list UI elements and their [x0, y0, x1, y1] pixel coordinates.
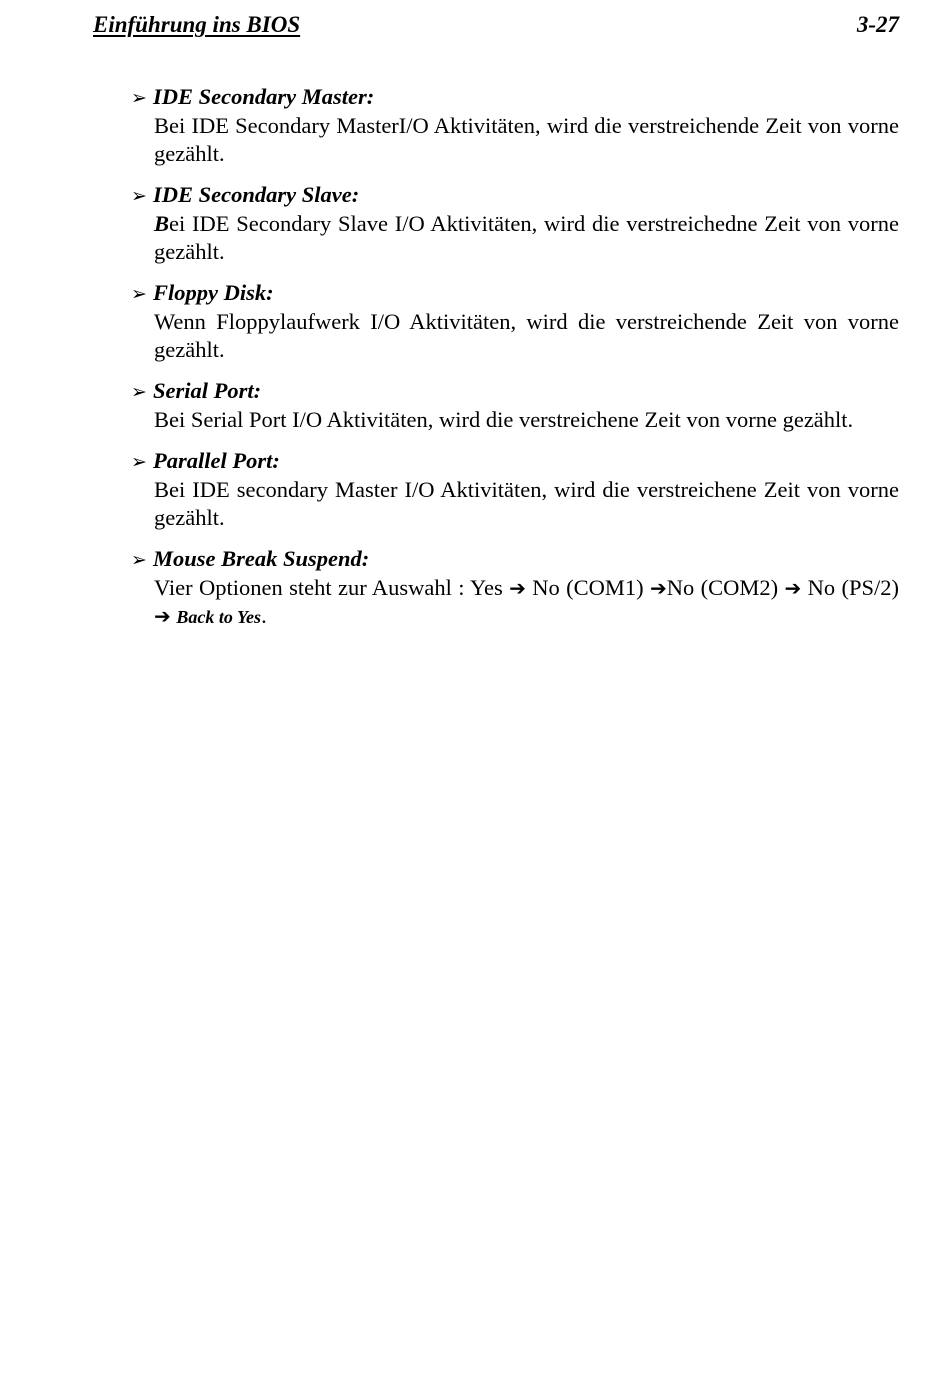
item-parallel-port: [131, 446, 899, 532]
item-title: ➢ Parallel Port:: [131, 446, 899, 476]
item-description: Bei IDE Secondary Slave I/O Aktivitäten, wird die verstreichedne Zeit von vorne gezählt.: [154, 211, 899, 264]
drop-cap-letter: B: [154, 211, 170, 236]
item-floppy-disk: [131, 278, 899, 364]
document-body: [131, 82, 899, 643]
item-description: Bei IDE secondary Master I/O Aktivitäten, wird die verstreichene Zeit von vorne gezählt.: [154, 477, 899, 530]
right-arrow-icon: ➔: [509, 576, 526, 600]
option-back-to-yes: Back to Yes: [176, 607, 262, 627]
item-serial-port: [131, 376, 899, 434]
right-arrow-icon: ➔: [650, 576, 667, 600]
chapter-title: Einführung ins BIOS: [93, 12, 301, 37]
item-title: ➢ Mouse Break Suspend:: [131, 544, 899, 574]
item-title: ➢ Serial Port:: [131, 376, 899, 406]
page-header: [93, 12, 899, 42]
item-ide-secondary-master: [131, 82, 899, 168]
item-title: ➢ Floppy Disk:: [131, 278, 899, 308]
bullet-arrow-icon: ➢: [131, 381, 147, 403]
item-ide-secondary-slave: [131, 180, 899, 266]
item-mouse-break-suspend: [131, 544, 899, 631]
bullet-arrow-icon: ➢: [131, 185, 147, 207]
bullet-arrow-icon: ➢: [131, 283, 147, 305]
bullet-arrow-icon: ➢: [131, 549, 147, 571]
bullet-arrow-icon: ➢: [131, 451, 147, 473]
page-number: 3-27: [856, 12, 899, 37]
item-title: ➢ IDE Secondary Slave:: [131, 180, 899, 210]
right-arrow-icon: ➔: [784, 576, 802, 600]
item-description: Vier Optionen steht zur Auswahl : Yes ➔ No (COM1) ➔No (COM2) ➔ No (PS/2) ➔ Back to Yes.: [154, 575, 900, 628]
item-description: Bei Serial Port I/O Aktivitäten, wird die verstreichene Zeit von vorne gezählt.: [154, 407, 854, 432]
item-description: Wenn Floppylaufwerk I/O Aktivitäten, wird die verstreichende Zeit von vorne gezählt.: [154, 309, 899, 362]
item-title: ➢ IDE Secondary Master:: [131, 82, 899, 112]
item-description: Bei IDE Secondary MasterI/O Aktivitäten, wird die verstreichende Zeit von vorne gezählt.: [154, 113, 899, 166]
right-arrow-icon: ➔: [154, 604, 171, 628]
bullet-arrow-icon: ➢: [131, 87, 147, 109]
